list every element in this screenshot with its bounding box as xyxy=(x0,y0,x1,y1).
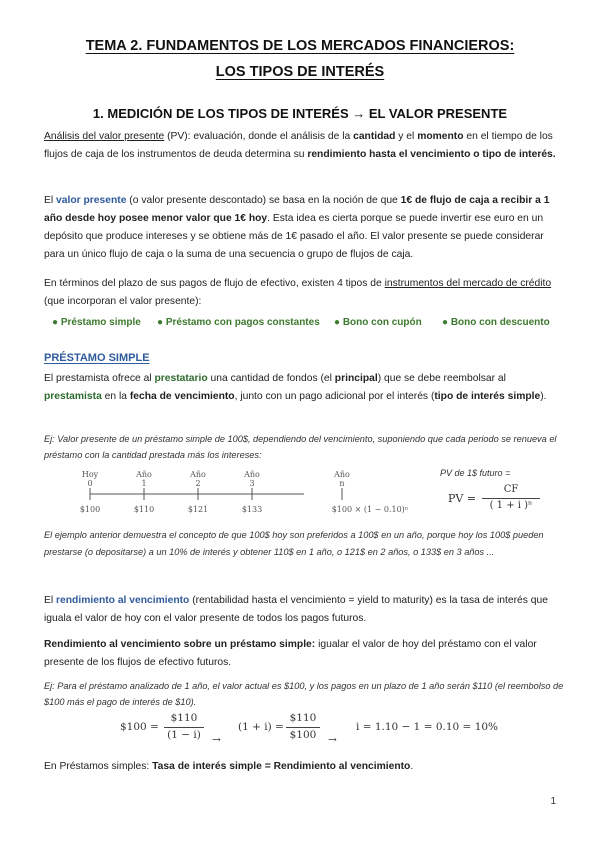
timeline-period: 3 xyxy=(249,479,255,488)
doc-title-line-2: LOS TIPOS DE INTERÉS xyxy=(215,64,385,80)
timeline-label: Año xyxy=(190,470,206,479)
text: En Préstamos simples: xyxy=(44,761,153,772)
highlight-term: rendimiento al vencimiento xyxy=(56,595,190,606)
timeline-figure xyxy=(70,466,430,518)
list-item: ● Bono con cupón xyxy=(334,317,422,328)
highlight-term: prestamista xyxy=(44,391,102,402)
paragraph-ytm-simple-loan xyxy=(44,636,564,672)
text: en el tiempo de los flujos de caja de los instrumentos de deuda determina su xyxy=(44,131,553,160)
text: El xyxy=(44,595,57,606)
example-1-note: El ejemplo anterior demuestra el concepto de que 100$ hoy son preferidos a 100$ en un año, porque hoy los 100$ pueden prestarse (o depositarse) a un 10% de interés y obtener 110$ en 1 año, o 121$ en 2 años, o 133$ en 3 años ... xyxy=(44,530,544,557)
bold-text: Tasa de interés simple = Rendimiento al vencimiento xyxy=(152,761,411,772)
highlight-term: valor presente xyxy=(56,195,127,206)
timeline-label: Año xyxy=(136,470,152,479)
text: ) que se debe reembolsar al xyxy=(377,373,506,384)
list-item: ● Bono con descuento xyxy=(442,317,550,328)
eq2-lhs: (1 + i) = xyxy=(238,721,284,733)
paragraph-instruments xyxy=(44,275,564,311)
text: , junto con un pago adicional por el interés ( xyxy=(234,391,435,402)
fraction-bar xyxy=(286,727,320,728)
text: una cantidad de fondos (el xyxy=(207,373,335,384)
eq2-denominator: $100 xyxy=(289,729,317,741)
pv-formula-label: PV de 1$ futuro = xyxy=(440,468,511,478)
list-item: ● Préstamo simple xyxy=(52,317,141,328)
timeline-label: Año xyxy=(334,470,350,479)
timeline-period: 1 xyxy=(141,479,147,488)
underlined-term: instrumentos del mercado de crédito xyxy=(384,278,552,289)
fraction-bar xyxy=(164,727,204,728)
eq1-lhs: $100 = xyxy=(120,721,159,733)
text: en la xyxy=(101,391,130,402)
page-number: 1 xyxy=(550,796,556,807)
text: En términos del plazo de sus pagos de flujo de efectivo, existen 4 tipos de xyxy=(44,278,385,289)
example-1-text: Ej: Valor presente de un préstamo simple de 100$, dependiendo del vencimiento, suponiendo que cada periodo se renueva el préstamo con la cantidad prestada más los intereses: xyxy=(44,434,557,460)
timeline-period: 2 xyxy=(195,479,201,488)
arrow-icon: → xyxy=(328,734,337,746)
text: igualar el valor de hoy del préstamo con el valor presente de los flujos de efectivo futuros. xyxy=(44,639,537,668)
bold-text: Rendimiento al vencimiento sobre un préstamo simple: xyxy=(44,639,316,650)
timeline-label: Hoy xyxy=(81,470,99,479)
paragraph-conclusion xyxy=(44,758,564,776)
paragraph-simple-loan xyxy=(44,370,564,406)
timeline-label: Año xyxy=(244,470,260,479)
eq1-denominator: (1 − i) xyxy=(167,729,201,741)
text: . xyxy=(410,761,414,772)
pv-lhs: PV = xyxy=(448,492,477,505)
doc-title-line-1: TEMA 2. FUNDAMENTOS DE LOS MERCADOS FINANCIEROS: xyxy=(85,38,515,54)
timeline-value: $110 xyxy=(133,505,155,514)
timeline-value: $121 xyxy=(187,505,209,514)
pv-denominator: ( 1 + i )ⁿ xyxy=(489,500,533,511)
eq2-numerator: $110 xyxy=(289,712,317,724)
eq3: i = 1.10 − 1 = 0.10 = 10% xyxy=(356,721,499,733)
fraction-bar xyxy=(482,498,540,499)
subsection-heading: PRÉSTAMO SIMPLE xyxy=(44,352,150,364)
pv-formula xyxy=(448,484,558,516)
text: El prestamista ofrece al xyxy=(44,373,155,384)
section-heading: 1. MEDICIÓN DE LOS TIPOS DE INTERÉS → EL VALOR PRESENTE xyxy=(92,106,508,121)
bold-text: momento xyxy=(417,131,464,142)
bold-text: 1€ de flujo de caja a recibir a 1 año desde hoy posee menor valor que 1€ hoy xyxy=(44,195,550,224)
bold-text: cantidad xyxy=(353,131,396,142)
pv-numerator: CF xyxy=(503,484,519,495)
text: . Esta idea es cierta porque se puede invertir ese euro en un depósito que produce intereses y se obtiene más de 1€ pasado el año. El valor presente se puede considerar para un único flujo de caja o la suma de una secuencia o grupo de flujos de caja. xyxy=(44,213,544,260)
timeline-value: $100 xyxy=(79,505,101,514)
example-2-text: Ej: Para el préstamo analizado de 1 año, el valor actual es $100, y los pagos en un plazo de 1 año serán $110 (el reembolso de $100 más el pago de interés de $10). xyxy=(44,681,564,707)
bold-text: fecha de vencimiento xyxy=(129,391,235,402)
text: (o valor presente descontado) se basa en la noción de que xyxy=(126,195,401,206)
timeline-period: n xyxy=(339,479,345,488)
text: ). xyxy=(540,391,547,402)
timeline-value: $100 × (1 − 0.10)ⁿ xyxy=(331,505,409,514)
paragraph-present-value xyxy=(44,192,564,264)
ytm-equations xyxy=(120,712,560,752)
text: (que incorporan el valor presente): xyxy=(44,296,202,307)
list-item: ● Préstamo con pagos constantes xyxy=(157,317,320,328)
timeline-period: 0 xyxy=(87,479,93,488)
highlight-term: prestatario xyxy=(154,373,208,384)
bold-text: tipo de interés simple xyxy=(434,391,541,402)
text: y el xyxy=(395,131,418,142)
eq1-numerator: $110 xyxy=(170,712,198,724)
timeline-value: $133 xyxy=(241,505,263,514)
bold-text: principal xyxy=(334,373,378,384)
text: (PV): evaluación, donde el análisis de la xyxy=(164,131,354,142)
bold-text: rendimiento hasta el vencimiento o tipo de interés. xyxy=(307,149,556,160)
text: (rentabilidad hasta el vencimiento = yield to maturity) es la tasa de interés que iguala el valor de hoy con el valor presente de todos los pagos futuros. xyxy=(44,595,548,624)
text: El xyxy=(44,195,57,206)
paragraph-pv-analysis xyxy=(44,128,564,164)
paragraph-ytm xyxy=(44,592,564,628)
term-pv-analysis: Análisis del valor presente xyxy=(44,131,165,142)
arrow-icon: → xyxy=(212,734,221,746)
